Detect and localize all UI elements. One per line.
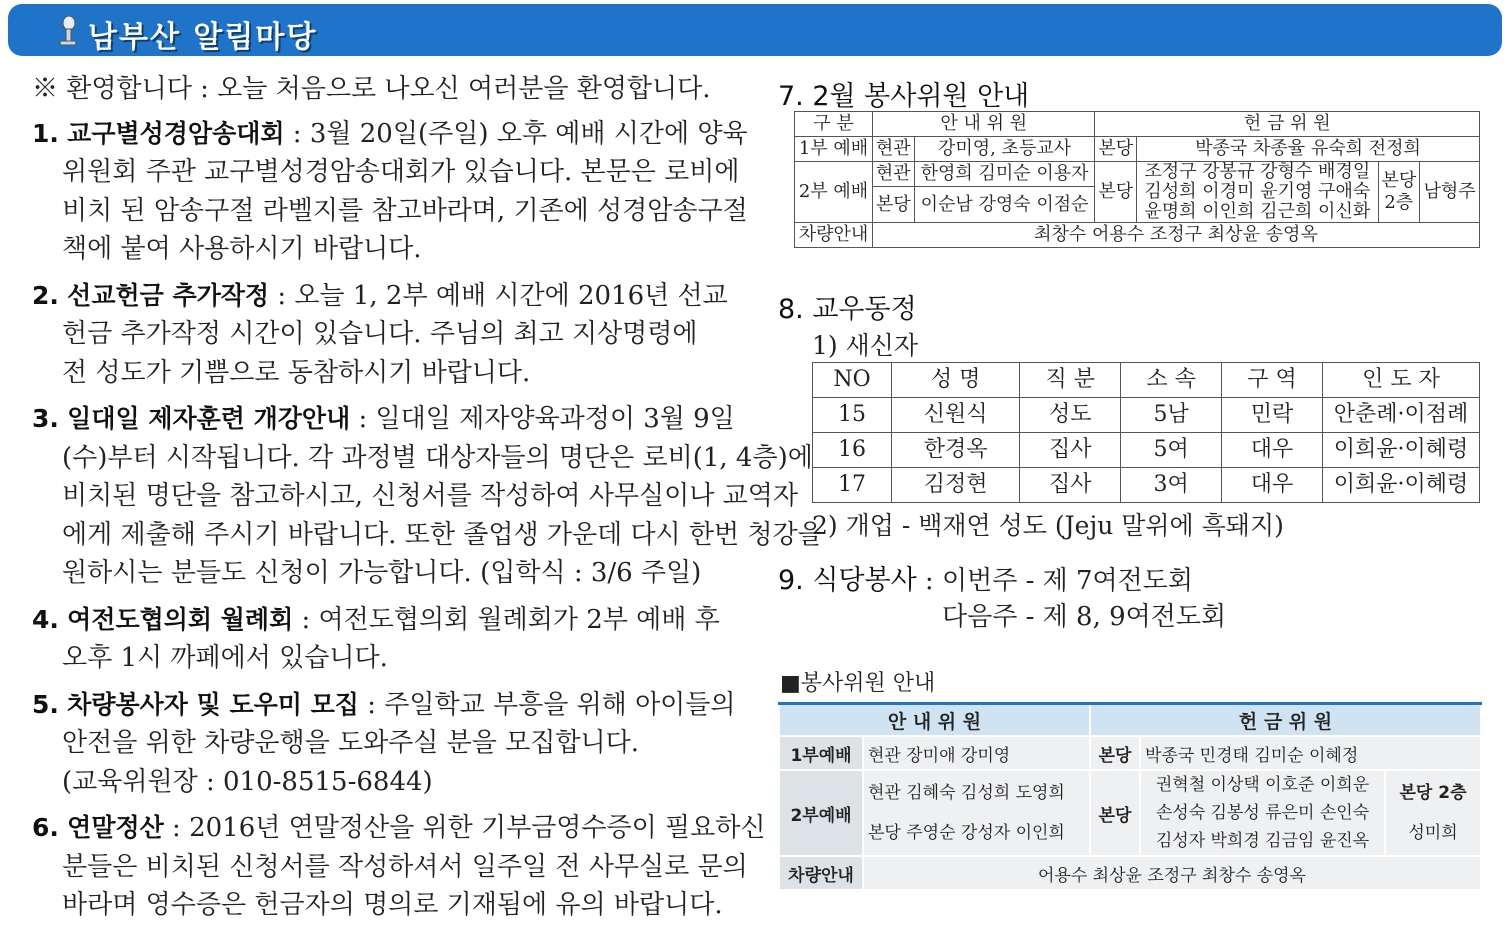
item-text: 비치 된 암송구절 라벨지를 참고바라며, 기존에 성경암송구절 [62, 195, 748, 226]
notice-item-4 [32, 601, 744, 678]
row-label: 2부예배 [779, 770, 863, 856]
section-9-line1 [778, 558, 1193, 597]
volunteer-table-feb [794, 111, 1480, 248]
item-title: 차량봉사자 및 도우미 모집 [67, 689, 359, 719]
header-cell: NO [813, 363, 892, 398]
names-cell: 남형주 [1420, 162, 1480, 223]
location-cell: 현관 [872, 162, 914, 187]
business-opening-note: 2) 개업 - 백재연 성도 (Jeju 말위에 흑돼지) [812, 511, 1284, 540]
table-row: 17 김정현 집사 3여 대우 이희윤·이혜령 [813, 468, 1480, 503]
names-cell: 현관 김혜숙 김성희 도영희 본당 주영순 강성자 이인희 [863, 770, 1090, 856]
service-volunteer-table [778, 702, 1482, 891]
item-text: (교육위원장 : 010-8515-6844) [62, 766, 433, 797]
floor-cell: 본당 2층 성미희 [1385, 770, 1481, 856]
notice-item-3 [32, 400, 823, 593]
location-cell: 본당 2층 [1378, 162, 1420, 223]
header-cell: 안 내 위 원 [872, 112, 1095, 137]
subheading-new-members: 1) 새신자 [812, 331, 919, 360]
microphone-icon [54, 14, 80, 48]
item-text: 오후 1시 까페에서 있습니다. [62, 643, 388, 673]
location-cell: 본당 [1090, 736, 1140, 770]
names-cell: 박종국 차종율 유숙희 전정희 [1137, 137, 1480, 162]
row-label: 2부 예배 [795, 162, 873, 223]
item-text: : 오늘 1, 2부 예배 시간에 2016년 선교 [269, 280, 728, 311]
location-cell: 본당 [1095, 162, 1137, 223]
item-text: : 3월 20일(주일) 오후 예배 시간에 양육 [284, 118, 748, 149]
row-label: 1부 예배 [795, 137, 873, 162]
item-title: 선교헌금 추가작정 [67, 280, 270, 310]
location-cell: 본당 [872, 187, 914, 223]
location-cell: 본당 [1090, 770, 1140, 856]
section-8-heading: 8. 교우동정 [778, 294, 917, 325]
names-cell: 박종국 민경태 김미순 이혜정 [1140, 736, 1481, 770]
notice-item-5 [32, 686, 744, 802]
names-cell: 조정구 강봉규 강형수 배경일 김성희 이경미 윤기영 구애숙 윤명희 이인희 김근희 이신화 [1137, 162, 1378, 223]
item-title: 여전도협의회 월례회 [67, 604, 294, 634]
header-cell: 헌 금 위 원 [1095, 112, 1480, 137]
header-cell: 구 분 [795, 112, 873, 137]
item-text: : 일대일 제자양육과정이 3월 9일 [350, 404, 735, 434]
location-cell: 현관 [872, 137, 914, 162]
location-cell: 본당 [1095, 137, 1137, 162]
item-text: : 주일학교 부흥을 위해 아이들의 [358, 689, 736, 720]
item-title: 일대일 제자훈련 개강안내 [67, 404, 351, 433]
table-header-row [813, 363, 1480, 398]
welcome-text: ※ 환영합니다 : 오늘 처음으로 나오신 여러분을 환영합니다. [32, 74, 711, 104]
header-cell: 헌 금 위 원 [1090, 704, 1481, 737]
names-cell: 권혁철 이상택 이호준 이희운 손성숙 김봉성 류은미 손인숙 김성자 박희경 김금임 윤진옥 [1140, 770, 1385, 856]
header-cell: 구 역 [1222, 363, 1323, 398]
header-cell: 성 명 [892, 363, 1020, 398]
names-cell: 어용수 최상윤 조정구 최창수 송영옥 [863, 856, 1481, 890]
row-label: 1부예배 [779, 736, 863, 770]
item-number: 5. [32, 689, 59, 719]
item-text: : 2016년 연말정산을 위한 기부금영수증이 필요하신 [163, 813, 766, 843]
section-9-text: : 이번주 - 제 7여전도회 [916, 566, 1194, 596]
row-label: 차량안내 [779, 856, 863, 890]
table-row: 16 한경옥 집사 5여 대우 이희윤·이혜령 [813, 433, 1480, 468]
names-cell: 한영희 김미순 이용자 [914, 162, 1095, 187]
item-text: 위원회 주관 교구별성경암송대회가 있습니다. 본문은 로비에 [62, 157, 740, 187]
item-text: 안전을 위한 차량운행을 도와주실 분을 모집합니다. [62, 728, 640, 758]
item-text: 분들은 비치된 신청서를 작성하셔서 일주일 전 사무실로 문의 [62, 851, 748, 882]
header-cell: 직 분 [1020, 363, 1121, 398]
item-text: 에게 제출해 주시기 바랍니다. 또한 졸업생 가운데 다시 한번 청강을 [62, 519, 823, 550]
banner-title: 남부산 알림마당 [88, 20, 318, 55]
item-text: (수)부터 시작됩니다. 각 과정별 대상자들의 명단은 로비(1, 4층)에 [62, 442, 813, 473]
item-text: : 여전도협의회 월례회가 2부 예배 후 [293, 604, 720, 635]
header-banner [8, 4, 1502, 56]
names-cell: 현관 장미애 강미영 [863, 736, 1090, 770]
item-text: 책에 붙여 사용하시기 바랍니다. [62, 234, 422, 264]
item-number: 4. [32, 604, 59, 634]
item-number: 1. [32, 118, 59, 148]
names-cell: 최창수 어용수 조정구 최상윤 송영옥 [872, 223, 1479, 248]
new-members-table [812, 362, 1480, 503]
item-text: 비치된 명단을 참고하시고, 신청서를 작성하여 사무실이나 교역자 [62, 481, 798, 511]
item-number: 3. [32, 404, 59, 433]
item-text: 원하시는 분들도 신청이 가능합니다. (입학식 : 3/6 주일) [62, 558, 702, 588]
row-label: 차량안내 [795, 223, 873, 248]
service-heading: ■봉사위원 안내 [780, 671, 936, 696]
header-cell: 소 속 [1121, 363, 1222, 398]
item-text: 전 성도가 기쁨으로 동참하시기 바랍니다. [62, 357, 531, 388]
notice-item-2 [32, 277, 744, 393]
section-9-heading: 9. 식당봉사 [778, 565, 917, 596]
item-text: 헌금 추가작정 시간이 있습니다. 주님의 최고 지상명령에 [62, 319, 698, 349]
header-cell: 인 도 자 [1323, 363, 1480, 398]
notice-item-6 [32, 809, 766, 925]
table-row: 15 신원식 성도 5남 민락 안춘례·이점례 [813, 398, 1480, 433]
names-cell: 이순남 강영숙 이점순 [914, 187, 1095, 223]
item-text: 바라며 영수증은 헌금자의 명의로 기재됨에 유의 바랍니다. [62, 890, 723, 920]
section-9-line2: 다음주 - 제 8, 9여전도회 [942, 602, 1227, 632]
section-7-heading: 7. 2월 봉사위원 안내 [778, 81, 1030, 112]
item-number: 2. [32, 280, 59, 310]
item-title: 연말정산 [67, 813, 164, 842]
item-number: 6. [32, 813, 59, 842]
names-cell: 강미영, 초등교사 [914, 137, 1095, 162]
header-cell: 안 내 위 원 [779, 704, 1090, 737]
item-title: 교구별성경암송대회 [67, 118, 285, 148]
notice-item-1 [32, 115, 748, 269]
